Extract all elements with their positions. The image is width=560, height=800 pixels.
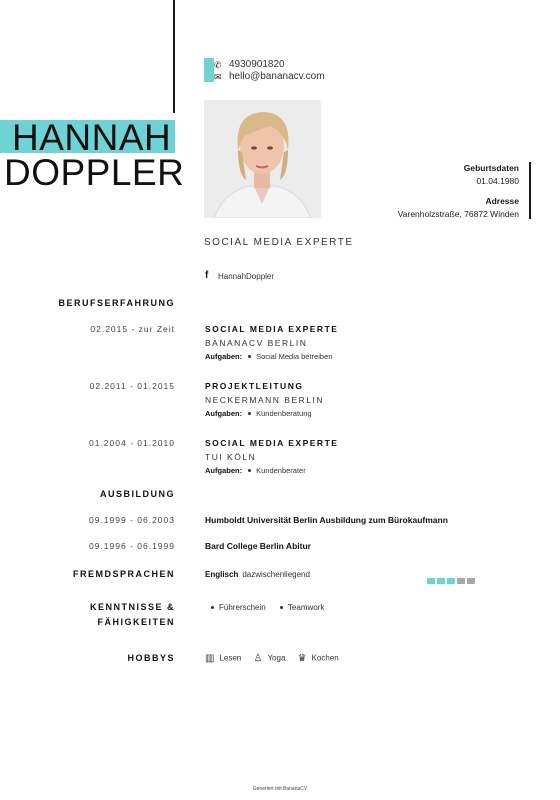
bullet-icon xyxy=(248,355,251,358)
section-languages: FREMDSPRACHEN xyxy=(72,569,175,579)
footer-credit: Generiert mit BananaCV xyxy=(252,786,308,792)
phone-icon: ✆ xyxy=(214,60,222,70)
phone-number: 4930901820 xyxy=(229,59,285,70)
experience-task xyxy=(205,352,332,361)
hobby-label: Kochen xyxy=(311,653,339,663)
rating-square xyxy=(447,578,455,584)
yoga-icon: ♙ xyxy=(253,653,263,664)
bullet-icon xyxy=(280,606,283,609)
address-value: Varenholzstraße, 76872 Winden xyxy=(397,209,519,219)
language-rating xyxy=(427,571,477,589)
experience-task xyxy=(205,409,312,418)
language-level: dazwischenliegend xyxy=(242,570,310,579)
bullet-icon xyxy=(248,412,251,415)
tasks-label: Aufgaben: xyxy=(205,352,243,361)
experience-company: NECKERMANN BERLIN xyxy=(205,395,325,405)
experience-date: 02.2015 - zur Zeit xyxy=(90,324,175,334)
first-name: HANNAH xyxy=(12,117,172,158)
education-entry: Bard College Berlin Abitur xyxy=(205,541,311,551)
experience-role: PROJEKTLEITUNG xyxy=(205,381,304,391)
rating-square xyxy=(467,578,475,584)
address-label: Adresse xyxy=(485,196,519,206)
bullet-icon xyxy=(248,469,251,472)
rating-square xyxy=(457,578,465,584)
section-skills-line1: KENNTNISSE & xyxy=(89,602,175,612)
section-experience: BERUFSERFAHRUNG xyxy=(58,298,175,308)
experience-role: SOCIAL MEDIA EXPERTE xyxy=(205,324,339,334)
task-text: Social Media betreiben xyxy=(256,352,333,361)
experience-date: 02.2011 - 01.2015 xyxy=(89,381,175,391)
hobbies-list xyxy=(205,653,339,664)
language-name: Englisch xyxy=(205,570,239,579)
experience-date: 01.2004 - 01.2010 xyxy=(88,438,175,448)
task-text: Kundenberatung xyxy=(256,409,312,418)
experience-company: TUI KÖLN xyxy=(205,452,257,462)
education-date: 09.1999 - 06.2003 xyxy=(88,515,175,525)
skills-list xyxy=(205,603,324,612)
skill-item: Führerschein xyxy=(219,603,266,612)
facebook-icon: f xyxy=(205,270,209,281)
task-text: Kundenberater xyxy=(256,466,306,475)
language-entry xyxy=(205,570,310,579)
envelope-icon: ✉ xyxy=(214,72,222,82)
section-skills xyxy=(90,600,175,630)
experience-company: BANANACV BERLIN xyxy=(205,338,308,348)
headline: SOCIAL MEDIA EXPERTE xyxy=(204,237,354,248)
experience-task xyxy=(205,466,306,475)
bullet-icon xyxy=(211,606,214,609)
facebook-handle[interactable]: HannahDoppler xyxy=(218,272,275,281)
education-date: 09.1996 - 06.1999 xyxy=(88,541,175,551)
rating-square xyxy=(427,578,435,584)
contact-accent-bar xyxy=(204,58,214,82)
education-entry: Humboldt Universität Berlin Ausbildung zum Bürokaufmann xyxy=(205,515,448,525)
birth-value: 01.04.1980 xyxy=(476,176,519,186)
header-divider-line xyxy=(173,0,175,113)
skill-item: Teamwork xyxy=(287,603,325,612)
tasks-label: Aufgaben: xyxy=(205,409,243,418)
chef-hat-icon: ♛ xyxy=(297,653,307,664)
section-education: AUSBILDUNG xyxy=(100,489,175,499)
rating-square xyxy=(437,578,445,584)
tasks-label: Aufgaben: xyxy=(205,466,243,475)
birth-label: Geburtsdaten xyxy=(463,163,519,173)
email-address: hello@bananacv.com xyxy=(229,71,325,82)
section-skills-line2: FÄHIGKEITEN xyxy=(97,617,175,627)
last-name: DOPPLER xyxy=(4,152,185,193)
personal-divider-line xyxy=(529,162,531,219)
experience-role: SOCIAL MEDIA EXPERTE xyxy=(205,438,339,448)
section-hobbies: HOBBYS xyxy=(127,653,175,663)
hobby-label: Yoga xyxy=(267,653,286,663)
books-icon: ▥ xyxy=(205,653,215,664)
profile-photo xyxy=(204,100,321,218)
hobby-label: Lesen xyxy=(219,653,242,663)
